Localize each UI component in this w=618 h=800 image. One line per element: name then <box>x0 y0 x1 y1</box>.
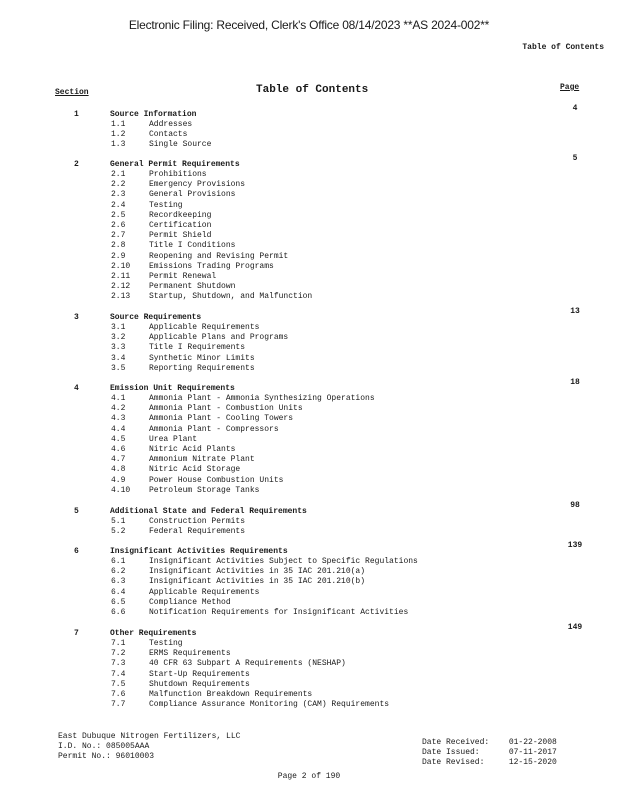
section-number: 3 <box>74 313 79 322</box>
subsection-number: 3.3 <box>111 343 126 353</box>
permit-number-row <box>58 752 240 762</box>
subsection-number: 6.4 <box>111 587 126 597</box>
subsection-label: Notification Requirements for Insignificant Activities <box>149 607 409 617</box>
date-revised-value: 12-15-2020 <box>508 758 557 767</box>
section-number: 7 <box>74 629 79 638</box>
subsection-number: 4.5 <box>111 434 126 444</box>
company-name: East Dubuque Nitrogen Fertilizers, LLC <box>58 732 241 741</box>
subsection-number: 5.1 <box>111 517 126 526</box>
section-title: Additional State and Federal Requirements <box>110 507 307 516</box>
subsection-number: 2.3 <box>111 190 126 200</box>
subsection-item <box>111 527 245 537</box>
electronic-filing-banner: Electronic Filing: Received, Clerk's Office 08/14/2023 **AS 2024-002** <box>128 18 490 32</box>
subsection-item <box>111 700 389 710</box>
subsection-number: 4.9 <box>111 475 126 485</box>
subsection-item <box>111 557 418 567</box>
subsection-item <box>111 354 288 364</box>
date-issued-value: 07-11-2017 <box>508 748 557 757</box>
section-page-number: 149 <box>567 623 583 632</box>
footer-dates <box>422 738 557 768</box>
subsection-label: Compliance Assurance Monitoring (CAM) Requirements <box>149 700 390 710</box>
subsection-label: Petroleum Storage Tanks <box>149 485 260 495</box>
subsection-label: Applicable Requirements <box>149 323 260 332</box>
subsection-number: 2.9 <box>111 251 126 261</box>
subsection-item <box>111 272 312 282</box>
subsection-number: 6.1 <box>111 557 126 566</box>
subsection-number: 2.2 <box>111 180 126 190</box>
subsection-list <box>111 517 245 537</box>
section-page-number: 4 <box>572 104 578 113</box>
subsection-item <box>111 690 389 700</box>
permit-label: Permit No.: <box>58 752 111 761</box>
corner-label: Table of Contents <box>522 43 604 52</box>
section-title: Source Information <box>110 110 197 119</box>
subsection-item <box>111 414 375 424</box>
subsection-number: 7.3 <box>111 659 126 669</box>
subsection-label: Startup, Shutdown, and Malfunction <box>149 292 313 302</box>
subsection-label: ERMS Requirements <box>149 649 231 659</box>
subsection-label: Title I Requirements <box>149 343 246 353</box>
subsection-list <box>111 323 288 374</box>
subsection-label: Permit Shield <box>149 231 212 241</box>
section-number: 2 <box>74 160 79 169</box>
subsection-item <box>111 588 418 598</box>
subsection-item <box>111 140 211 150</box>
page-column-header: Page <box>560 83 580 92</box>
subsection-number: 3.1 <box>111 323 126 332</box>
subsection-item <box>111 364 288 374</box>
subsection-item <box>111 486 375 496</box>
subsection-label: Insignificant Activities Subject to Specific Regulations <box>149 557 418 566</box>
section-title: Other Requirements <box>110 629 197 638</box>
section-number: 5 <box>74 507 79 516</box>
subsection-item <box>111 476 375 486</box>
subsection-item <box>111 190 312 200</box>
subsection-label: Emergency Provisions <box>149 180 246 190</box>
subsection-label: Applicable Plans and Programs <box>149 333 289 343</box>
subsection-item <box>111 639 389 649</box>
subsection-number: 2.11 <box>111 271 131 281</box>
subsection-number: 7.4 <box>111 669 126 679</box>
subsection-number: 7.7 <box>111 700 126 710</box>
date-received-row <box>422 738 557 748</box>
subsection-item <box>111 282 312 292</box>
subsection-number: 2.6 <box>111 220 126 230</box>
subsection-label: Addresses <box>149 120 193 129</box>
subsection-item <box>111 241 312 251</box>
subsection-item <box>111 231 312 241</box>
page-number: Page 2 of 190 <box>277 772 341 781</box>
subsection-list <box>111 557 418 618</box>
subsection-number: 2.13 <box>111 292 131 302</box>
subsection-item <box>111 598 418 608</box>
subsection-item <box>111 445 375 455</box>
subsection-list <box>111 170 312 302</box>
subsection-item <box>111 170 312 180</box>
subsection-item <box>111 517 245 527</box>
subsection-number: 4.2 <box>111 404 126 414</box>
subsection-number: 1.2 <box>111 130 126 140</box>
subsection-item <box>111 211 312 221</box>
subsection-item <box>111 435 375 445</box>
id-value: 085005AAA <box>106 742 150 751</box>
subsection-number: 2.7 <box>111 231 126 241</box>
subsection-item <box>111 201 312 211</box>
subsection-label: Testing <box>149 639 183 648</box>
subsection-item <box>111 577 418 587</box>
subsection-number: 6.5 <box>111 597 126 607</box>
subsection-label: Applicable Requirements <box>149 587 260 597</box>
section-number: 6 <box>74 547 79 556</box>
date-issued-label: Date Issued: <box>422 748 480 757</box>
subsection-label: Ammonia Plant - Ammonia Synthesizing Operations <box>149 394 375 403</box>
subsection-number: 3.5 <box>111 363 126 373</box>
subsection-number: 2.8 <box>111 241 126 251</box>
subsection-number: 4.6 <box>111 444 126 454</box>
subsection-number: 4.3 <box>111 414 126 424</box>
id-label: I.D. No.: <box>58 742 102 751</box>
subsection-label: 40 CFR 63 Subpart A Requirements (NESHAP) <box>149 659 346 669</box>
section-title: Source Requirements <box>110 313 202 322</box>
subsection-label: Emissions Trading Programs <box>149 261 274 271</box>
subsection-label: Start-Up Requirements <box>149 669 250 679</box>
subsection-number: 5.2 <box>111 527 126 537</box>
subsection-number: 2.5 <box>111 210 126 220</box>
subsection-label: Insignificant Activities in 35 IAC 201.210(b) <box>149 577 366 587</box>
subsection-label: Ammonia Plant - Compressors <box>149 424 279 434</box>
subsection-number: 4.8 <box>111 465 126 475</box>
subsection-item <box>111 455 375 465</box>
section-column-header: Section <box>55 88 89 97</box>
footer-facility-info <box>58 732 240 762</box>
subsection-item <box>111 333 288 343</box>
subsection-item <box>111 221 312 231</box>
subsection-number: 6.6 <box>111 607 126 617</box>
subsection-label: Ammonia Plant - Cooling Towers <box>149 414 294 424</box>
subsection-label: Urea Plant <box>149 434 198 444</box>
subsection-item <box>111 659 389 669</box>
section-page-number: 98 <box>570 501 580 510</box>
subsection-label: Contacts <box>149 130 188 140</box>
subsection-item <box>111 343 288 353</box>
subsection-number: 2.4 <box>111 200 126 210</box>
subsection-label: Shutdown Requirements <box>149 679 250 689</box>
subsection-number: 1.1 <box>111 120 126 129</box>
subsection-number: 2.12 <box>111 282 131 292</box>
subsection-label: Recordkeeping <box>149 210 212 220</box>
subsection-number: 6.2 <box>111 567 126 577</box>
subsection-number: 4.1 <box>111 394 126 403</box>
subsection-number: 7.1 <box>111 639 126 648</box>
subsection-item <box>111 465 375 475</box>
subsection-item <box>111 680 389 690</box>
subsection-item <box>111 252 312 262</box>
subsection-label: Compliance Method <box>149 597 231 607</box>
subsection-item <box>111 292 312 302</box>
subsection-number: 7.6 <box>111 689 126 699</box>
subsection-label: Power House Combustion Units <box>149 475 284 485</box>
subsection-label: Construction Permits <box>149 517 246 526</box>
subsection-item <box>111 425 375 435</box>
subsection-label: Single Source <box>149 140 212 150</box>
subsection-number: 4.7 <box>111 455 126 465</box>
section-title: Emission Unit Requirements <box>110 384 235 393</box>
subsection-item <box>111 567 418 577</box>
section-title: Insignificant Activities Requirements <box>110 547 288 556</box>
subsection-number: 7.2 <box>111 649 126 659</box>
section-title: General Permit Requirements <box>110 160 240 169</box>
subsection-number: 2.10 <box>111 261 131 271</box>
subsection-item <box>111 323 288 333</box>
subsection-label: Federal Requirements <box>149 527 246 537</box>
permit-value: 96010003 <box>115 752 155 761</box>
subsection-number: 6.3 <box>111 577 126 587</box>
subsection-item <box>111 670 389 680</box>
subsection-label: Ammonium Nitrate Plant <box>149 455 255 465</box>
subsection-number: 4.4 <box>111 424 126 434</box>
date-revised-row <box>422 758 557 768</box>
subsection-number: 7.5 <box>111 679 126 689</box>
subsection-number: 2.1 <box>111 170 126 179</box>
subsection-list <box>111 394 375 496</box>
subsection-label: Title I Conditions <box>149 241 236 251</box>
subsection-label: Synthetic Minor Limits <box>149 353 255 363</box>
subsection-label: General Provisions <box>149 190 236 200</box>
subsection-label: Insignificant Activities in 35 IAC 201.210(a) <box>149 567 366 577</box>
subsection-item <box>111 404 375 414</box>
subsection-item <box>111 649 389 659</box>
date-issued-row <box>422 748 557 758</box>
id-number-row <box>58 742 240 752</box>
subsection-item <box>111 120 211 130</box>
date-received-value: 01-22-2008 <box>508 738 557 747</box>
subsection-item <box>111 130 211 140</box>
date-received-label: Date Received: <box>422 738 490 747</box>
section-number: 1 <box>74 110 79 119</box>
subsection-label: Nitric Acid Plants <box>149 444 236 454</box>
subsection-label: Reopening and Revising Permit <box>149 251 289 261</box>
section-page-number: 139 <box>567 541 583 550</box>
toc-title: Table of Contents <box>256 84 369 96</box>
section-page-number: 13 <box>570 307 580 316</box>
date-revised-label: Date Revised: <box>422 758 485 767</box>
subsection-label: Ammonia Plant - Combustion Units <box>149 404 303 414</box>
subsection-number: 3.4 <box>111 353 126 363</box>
subsection-number: 3.2 <box>111 333 126 343</box>
subsection-label: Certification <box>149 220 212 230</box>
section-page-number: 18 <box>570 378 580 387</box>
subsection-item <box>111 394 375 404</box>
subsection-label: Prohibitions <box>149 170 207 179</box>
subsection-list <box>111 120 211 151</box>
section-page-number: 5 <box>572 154 578 163</box>
subsection-item <box>111 262 312 272</box>
subsection-item <box>111 608 418 618</box>
subsection-label: Malfunction Breakdown Requirements <box>149 689 313 699</box>
subsection-label: Testing <box>149 200 183 210</box>
section-number: 4 <box>74 384 79 393</box>
subsection-label: Nitric Acid Storage <box>149 465 241 475</box>
subsection-label: Reporting Requirements <box>149 363 255 373</box>
subsection-number: 4.10 <box>111 485 131 495</box>
subsection-label: Permit Renewal <box>149 271 217 281</box>
subsection-list <box>111 639 389 710</box>
subsection-label: Permanent Shutdown <box>149 282 236 292</box>
subsection-number: 1.3 <box>111 140 126 150</box>
subsection-item <box>111 180 312 190</box>
